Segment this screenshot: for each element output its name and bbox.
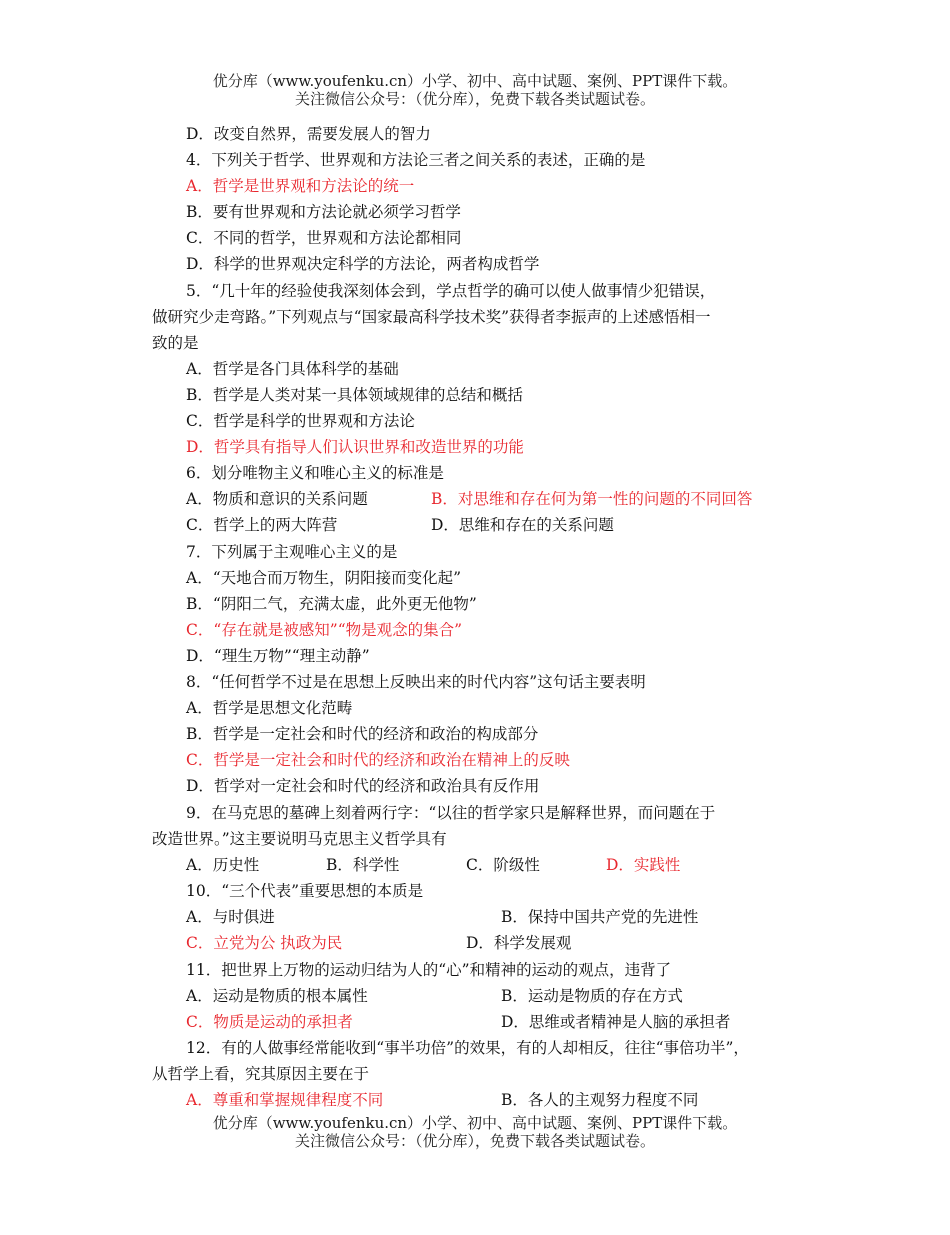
q5-option-a: A．哲学是各门具体科学的基础 bbox=[186, 360, 399, 378]
footer-line-1: 优分库（www.youfenku.cn）小学、初中、高中试题、案例、PPT课件下载。 bbox=[212, 1114, 738, 1132]
q6-option-b-answer: B．对思维和存在何为第一性的问题的不同回答 bbox=[431, 490, 753, 508]
q7-option-c-answer: C．“存在就是被感知”“物是观念的集合” bbox=[186, 621, 463, 639]
q11-option-b: B．运动是物质的存在方式 bbox=[501, 987, 683, 1005]
q9-option-b: B．科学性 bbox=[326, 856, 400, 874]
q10-option-b: B．保持中国共产党的先进性 bbox=[501, 908, 699, 926]
q8-option-d: D．哲学对一定社会和时代的经济和政治具有反作用 bbox=[186, 777, 540, 795]
q10-stem: 10．“三个代表”重要思想的本质是 bbox=[186, 882, 424, 900]
q10-option-d: D．科学发展观 bbox=[466, 934, 572, 952]
q7-option-a: A．“天地合而万物生，阴阳接而变化起” bbox=[186, 569, 462, 587]
q10-option-c-answer: C．立党为公 执政为民 bbox=[186, 934, 343, 952]
q10-option-a: A．与时俱进 bbox=[186, 908, 275, 926]
q6-option-c: C．哲学上的两大阵营 bbox=[186, 516, 338, 534]
q4-stem: 4．下列关于哲学、世界观和方法论三者之间关系的表述，正确的是 bbox=[186, 151, 646, 169]
q12-option-a-answer: A．尊重和掌握规律程度不同 bbox=[186, 1091, 384, 1109]
q12-stem-line-2: 从哲学上看，究其原因主要在于 bbox=[152, 1065, 370, 1083]
q5-stem-line-3: 致的是 bbox=[152, 334, 199, 352]
q5-option-c: C．哲学是科学的世界观和方法论 bbox=[186, 412, 415, 430]
q5-stem-line-2: 做研究少走弯路。”下列观点与“国家最高科学技术奖”获得者李振声的上述感悟相一 bbox=[152, 308, 711, 326]
q9-option-d-answer: D．实践性 bbox=[606, 856, 681, 874]
q7-option-b: B．“阴阳二气，充满太虚，此外更无他物” bbox=[186, 595, 477, 613]
footer-line-2: 关注微信公众号：（优分库），免费下载各类试题试卷。 bbox=[294, 1132, 655, 1150]
q6-stem: 6．划分唯物主义和唯心主义的标准是 bbox=[186, 464, 444, 482]
q12-stem-line-1: 12．有的人做事经常能收到“事半功倍”的效果，有的人却相反，往往“事倍功半”， bbox=[186, 1039, 749, 1057]
q8-stem: 8．“任何哲学不过是在思想上反映出来的时代内容”这句话主要表明 bbox=[186, 673, 646, 691]
q4-option-c: C．不同的哲学，世界观和方法论都相同 bbox=[186, 229, 462, 247]
q9-stem-line-2: 改造世界。”这主要说明马克思主义哲学具有 bbox=[152, 830, 447, 848]
q5-stem-line-1: 5．“几十年的经验使我深刻体会到，学点哲学的确可以使人做事情少犯错误， bbox=[186, 282, 716, 300]
q7-option-d: D．“理生万物”“理主动静” bbox=[186, 647, 370, 665]
header-line-2: 关注微信公众号：（优分库），免费下载各类试题试卷。 bbox=[294, 90, 655, 108]
q4-option-d: D．科学的世界观决定科学的方法论，两者构成哲学 bbox=[186, 255, 540, 273]
q11-option-d: D．思维或者精神是人脑的承担者 bbox=[501, 1013, 731, 1031]
q8-option-a: A．哲学是思想文化范畴 bbox=[186, 699, 353, 717]
q9-option-c: C．阶级性 bbox=[466, 856, 540, 874]
q5-option-b: B．哲学是人类对某一具体领域规律的总结和概括 bbox=[186, 386, 523, 404]
q3-option-d: D．改变自然界，需要发展人的智力 bbox=[186, 125, 431, 143]
q9-stem-line-1: 9．在马克思的墓碑上刻着两行字：“以往的哲学家只是解释世界，而问题在于 bbox=[186, 804, 716, 822]
q4-option-a-answer: A．哲学是世界观和方法论的统一 bbox=[186, 177, 415, 195]
q8-option-c-answer: C．哲学是一定社会和时代的经济和政治在精神上的反映 bbox=[186, 751, 570, 769]
q4-option-b: B．要有世界观和方法论就必须学习哲学 bbox=[186, 203, 461, 221]
header-line-1: 优分库（www.youfenku.cn）小学、初中、高中试题、案例、PPT课件下载。 bbox=[212, 72, 738, 90]
q8-option-b: B．哲学是一定社会和时代的经济和政治的构成部分 bbox=[186, 725, 539, 743]
q7-stem: 7．下列属于主观唯心主义的是 bbox=[186, 543, 398, 561]
q11-stem: 11．把世界上万物的运动归结为人的“心”和精神的运动的观点，违背了 bbox=[186, 961, 672, 979]
q5-option-d-answer: D．哲学具有指导人们认识世界和改造世界的功能 bbox=[186, 438, 524, 456]
q6-option-d: D．思维和存在的关系问题 bbox=[431, 516, 614, 534]
q12-option-b: B．各人的主观努力程度不同 bbox=[501, 1091, 699, 1109]
q6-option-a: A．物质和意识的关系问题 bbox=[186, 490, 368, 508]
q11-option-c-answer: C．物质是运动的承担者 bbox=[186, 1013, 353, 1031]
q9-option-a: A．历史性 bbox=[186, 856, 260, 874]
q11-option-a: A．运动是物质的根本属性 bbox=[186, 987, 368, 1005]
